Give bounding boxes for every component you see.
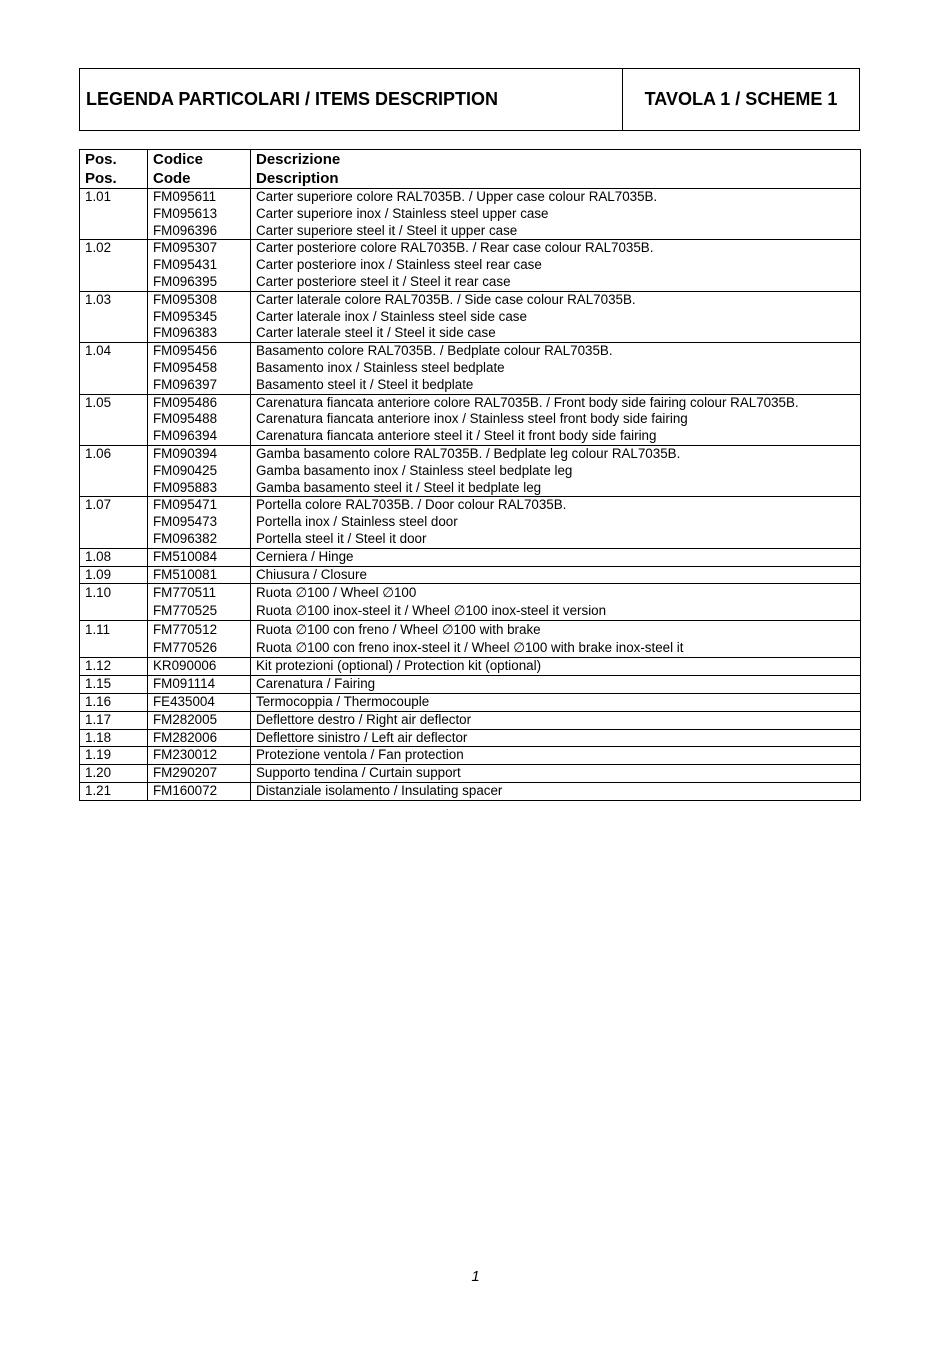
cell-description [251, 693, 861, 711]
part-description: Cerniera / Hinge [256, 548, 354, 564]
part-description: Portella steel it / Steel it door [256, 530, 427, 546]
cell-code [148, 782, 251, 800]
cell-description [251, 394, 861, 445]
part-code: FM096397 [153, 376, 218, 392]
table-row [80, 291, 861, 342]
part-description: Gamba basamento inox / Stainless steel bedplate leg [256, 462, 573, 478]
cell-pos: 1.10 [80, 584, 148, 621]
cell-pos: 1.17 [80, 711, 148, 729]
part-code: FM095345 [153, 308, 218, 324]
cell-code [148, 189, 251, 240]
cell-description [251, 343, 861, 394]
page-number: 1 [471, 1268, 480, 1285]
part-code: FM095611 [153, 189, 217, 204]
part-code: FM160072 [153, 782, 218, 798]
table-row [80, 240, 861, 291]
table-row [80, 548, 861, 566]
part-description: Carenatura fiancata anteriore steel it / Steel it front body side fairing [256, 428, 657, 444]
part-description: Carter laterale colore RAL7035B. / Side case colour RAL7035B. [256, 291, 636, 307]
cell-description [251, 621, 861, 658]
cell-code [148, 566, 251, 584]
cell-code [148, 445, 251, 496]
part-description: Carenatura fiancata anteriore inox / Stainless steel front body side fairing [256, 411, 688, 427]
cell-code [148, 548, 251, 566]
cell-pos: 1.07 [80, 497, 148, 548]
cell-pos: 1.11 [80, 621, 148, 658]
part-description: Distanziale isolamento / Insulating spacer [256, 782, 503, 798]
header-code: Codice Code [148, 150, 251, 189]
items-body [80, 189, 861, 801]
header-box [79, 68, 860, 131]
table-row [80, 658, 861, 676]
part-description: Carenatura / Fairing [256, 676, 376, 692]
cell-code [148, 394, 251, 445]
part-code: FM770512 [153, 622, 218, 638]
cell-code [148, 676, 251, 694]
cell-code [148, 291, 251, 342]
cell-code [148, 765, 251, 783]
part-code: FM095431 [153, 257, 218, 273]
table-row [80, 729, 861, 747]
cell-description [251, 729, 861, 747]
part-code: FM095471 [153, 497, 218, 513]
part-code: FM770525 [153, 603, 218, 619]
part-code: FM096394 [153, 428, 218, 444]
part-description: Carter posteriore colore RAL7035B. / Rear case colour RAL7035B. [256, 240, 654, 256]
part-description: Supporto tendina / Curtain support [256, 765, 461, 781]
part-description: Carter laterale inox / Stainless steel side case [256, 308, 527, 324]
part-code: FM091114 [153, 676, 216, 692]
part-description: Deflettore destro / Right air deflector [256, 711, 472, 727]
cell-pos: 1.18 [80, 729, 148, 747]
part-code: FM510084 [153, 548, 218, 564]
cell-description [251, 658, 861, 676]
table-row [80, 445, 861, 496]
part-description: Ruota ∅100 con freno inox-steel it / Wheel ∅100 with brake inox-steel it [256, 640, 684, 656]
table-row [80, 566, 861, 584]
table-row [80, 189, 861, 240]
part-code: FM095613 [153, 205, 218, 221]
cell-description [251, 445, 861, 496]
cell-description [251, 566, 861, 584]
part-description: Carter posteriore inox / Stainless steel rear case [256, 257, 542, 273]
part-code: FM095308 [153, 291, 218, 307]
cell-pos: 1.01 [80, 189, 148, 240]
cell-pos: 1.08 [80, 548, 148, 566]
cell-pos: 1.19 [80, 747, 148, 765]
cell-pos: 1.12 [80, 658, 148, 676]
part-code: FM095456 [153, 343, 218, 359]
part-description: Protezione ventola / Fan protection [256, 747, 464, 763]
cell-pos: 1.02 [80, 240, 148, 291]
part-description: Carenatura fiancata anteriore colore RAL7035B. / Front body side fairing colour RAL7035B. [256, 394, 799, 410]
table-row [80, 343, 861, 394]
part-description: Carter posteriore steel it / Steel it rear case [256, 273, 511, 289]
part-description: Basamento inox / Stainless steel bedplate [256, 359, 505, 375]
cell-description [251, 584, 861, 621]
cell-description [251, 765, 861, 783]
part-code: FM510081 [153, 566, 218, 582]
part-description: Kit protezioni (optional) / Protection kit (optional) [256, 658, 542, 674]
header-description: Descrizione Description [251, 150, 861, 189]
cell-pos: 1.15 [80, 676, 148, 694]
part-description: Basamento colore RAL7035B. / Bedplate colour RAL7035B. [256, 343, 613, 359]
part-code: FM230012 [153, 747, 218, 763]
part-code: FM096383 [153, 325, 218, 341]
table-row [80, 765, 861, 783]
part-description: Carter superiore inox / Stainless steel upper case [256, 205, 549, 221]
part-code: FM770526 [153, 640, 218, 656]
table-row [80, 693, 861, 711]
part-description: Ruota ∅100 / Wheel ∅100 [256, 585, 417, 601]
cell-pos: 1.05 [80, 394, 148, 445]
cell-description [251, 497, 861, 548]
part-code: KR090006 [153, 658, 217, 674]
part-description: Basamento steel it / Steel it bedplate [256, 376, 474, 392]
part-description: Gamba basamento colore RAL7035B. / Bedplate leg colour RAL7035B. [256, 445, 681, 461]
part-code: FM096395 [153, 273, 218, 289]
part-code: FM095473 [153, 514, 218, 530]
scheme-title: TAVOLA 1 / SCHEME 1 [644, 89, 838, 109]
cell-description [251, 782, 861, 800]
part-description: Carter laterale steel it / Steel it side case [256, 325, 496, 341]
cell-code [148, 240, 251, 291]
cell-pos: 1.21 [80, 782, 148, 800]
table-row [80, 711, 861, 729]
part-code: FM770511 [153, 585, 217, 601]
part-description: Ruota ∅100 inox-steel it / Wheel ∅100 inox-steel it version [256, 603, 607, 619]
cell-description [251, 711, 861, 729]
table-row [80, 394, 861, 445]
document-title: LEGENDA PARTICOLARI / ITEMS DESCRIPTION [80, 69, 623, 130]
part-description: Chiusura / Closure [256, 566, 367, 582]
part-code: FM095486 [153, 394, 218, 410]
part-description: Carter superiore colore RAL7035B. / Upper case colour RAL7035B. [256, 189, 658, 204]
header-pos: Pos. Pos. [80, 150, 148, 189]
cell-code [148, 621, 251, 658]
part-description: Portella colore RAL7035B. / Door colour RAL7035B. [256, 497, 567, 513]
part-code: FM095307 [153, 240, 218, 256]
part-code: FM090394 [153, 445, 218, 461]
part-description: Gamba basamento steel it / Steel it bedplate leg [256, 479, 542, 495]
cell-description [251, 676, 861, 694]
cell-description [251, 189, 861, 240]
part-code: FM095458 [153, 359, 218, 375]
cell-code [148, 729, 251, 747]
cell-description [251, 240, 861, 291]
part-code: FM095883 [153, 479, 218, 495]
cell-pos: 1.09 [80, 566, 148, 584]
cell-pos: 1.04 [80, 343, 148, 394]
part-code: FM096396 [153, 222, 218, 238]
table-row [80, 584, 861, 621]
cell-pos: 1.20 [80, 765, 148, 783]
part-code: FM282005 [153, 711, 218, 727]
part-code: FM095488 [153, 411, 218, 427]
part-code: FM090425 [153, 462, 218, 478]
part-description: Deflettore sinistro / Left air deflector [256, 729, 468, 745]
cell-code [148, 747, 251, 765]
cell-description [251, 747, 861, 765]
cell-description [251, 548, 861, 566]
part-code: FM282006 [153, 729, 218, 745]
part-code: FE435004 [153, 693, 215, 709]
cell-code [148, 711, 251, 729]
cell-code [148, 658, 251, 676]
items-table [79, 149, 861, 801]
table-row [80, 497, 861, 548]
cell-pos: 1.03 [80, 291, 148, 342]
cell-code [148, 584, 251, 621]
cell-description [251, 291, 861, 342]
part-description: Ruota ∅100 con freno / Wheel ∅100 with brake [256, 622, 541, 638]
part-code: FM290207 [153, 765, 218, 781]
cell-code [148, 693, 251, 711]
cell-pos: 1.06 [80, 445, 148, 496]
part-code: FM096382 [153, 530, 218, 546]
cell-code [148, 497, 251, 548]
table-row [80, 747, 861, 765]
table-row [80, 676, 861, 694]
table-header-row [80, 150, 861, 189]
cell-pos: 1.16 [80, 693, 148, 711]
part-description: Portella inox / Stainless steel door [256, 514, 458, 530]
table-row [80, 782, 861, 800]
part-description: Termocoppia / Thermocouple [256, 693, 430, 709]
cell-code [148, 343, 251, 394]
part-description: Carter superiore steel it / Steel it upper case [256, 222, 518, 238]
table-row [80, 621, 861, 658]
